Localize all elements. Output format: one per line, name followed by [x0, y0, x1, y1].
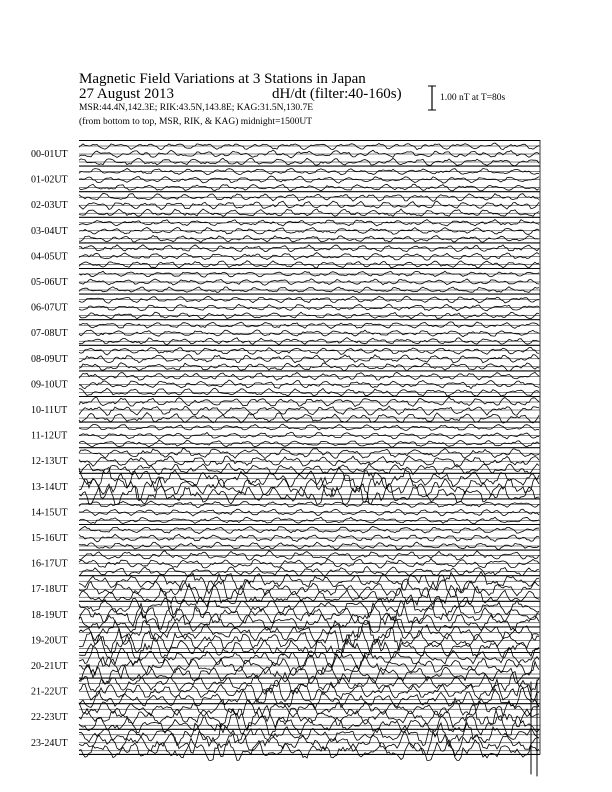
hour-row-01-02UT — [31, 166, 540, 192]
row-label: 08-09UT — [31, 353, 68, 365]
row-label: 14-15UT — [31, 507, 68, 519]
row-label: 18-19UT — [31, 609, 68, 621]
row-label: 10-11UT — [31, 405, 68, 416]
row-label: 00-01UT — [31, 149, 68, 160]
hour-row-02-03UT — [31, 191, 540, 217]
hour-row-08-09UT — [31, 345, 540, 372]
row-label: 23-24UT — [31, 737, 68, 749]
trace-rik — [79, 679, 539, 702]
row-label: 11-12UT — [31, 430, 68, 442]
trace-msr — [79, 209, 539, 216]
row-label: 02-03UT — [31, 200, 68, 212]
row-label: 16-17UT — [31, 558, 68, 570]
hour-row-10-11UT — [31, 396, 540, 423]
trace-kag — [79, 672, 539, 695]
order-note: (from bottom to top, MSR, RIK, & KAG) midnight=1500UT — [79, 117, 313, 127]
hour-row-14-15UT — [31, 498, 540, 524]
row-label: 17-18UT — [31, 584, 68, 596]
hour-row-16-17UT — [31, 550, 540, 577]
hour-row-05-06UT — [31, 268, 540, 294]
row-label: 13-14UT — [31, 481, 68, 493]
trace-msr — [79, 634, 539, 658]
trace-kag — [79, 424, 539, 430]
row-label: 21-22UT — [31, 686, 68, 698]
trace-rik — [79, 627, 539, 654]
row-label: 20-21UT — [31, 661, 68, 672]
row-label: 22-23UT — [31, 712, 68, 724]
trace-kag — [79, 143, 539, 150]
trace-msr — [79, 738, 539, 760]
row-label: 09-10UT — [31, 379, 68, 391]
trace-kag — [79, 347, 539, 355]
row-label: 12-13UT — [31, 456, 68, 468]
hour-row-04-05UT — [31, 242, 540, 268]
chart-title: Magnetic Field Variations at 3 Stations in Japan — [79, 71, 366, 87]
row-label: 19-20UT — [31, 635, 68, 647]
trace-msr — [79, 713, 539, 735]
row-label: 01-02UT — [31, 174, 68, 186]
hour-row-15-16UT — [31, 524, 540, 550]
hour-row-07-08UT — [31, 319, 540, 345]
row-label: 06-07UT — [31, 302, 68, 314]
trace-msr — [79, 688, 539, 709]
hour-row-09-10UT — [31, 370, 540, 396]
hour-row-06-07UT — [31, 294, 540, 320]
date-label: 27 August 2013 — [79, 86, 175, 102]
row-label: 07-08UT — [31, 328, 68, 340]
hour-row-11-12UT — [31, 422, 540, 448]
hour-row-12-13UT — [31, 447, 540, 474]
row-label: 15-16UT — [31, 533, 68, 544]
row-label: 05-06UT — [31, 277, 68, 288]
quantity-label: dH/dt (filter:40-160s) — [272, 86, 402, 102]
row-label: 03-04UT — [31, 225, 68, 237]
trace-rik — [79, 456, 539, 467]
trace-msr — [79, 261, 539, 268]
trace-msr — [79, 287, 539, 293]
scale-bar — [428, 86, 436, 110]
hour-row-00-01UT — [31, 140, 540, 166]
scale-bar-label: 1.00 nT at T=80s — [440, 93, 506, 103]
stations-label: MSR:44.4N,142.3E; RIK:43.5N,143.8E; KAG:31.5N,130.7E — [79, 103, 314, 113]
row-label: 04-05UT — [31, 251, 68, 263]
hour-row-03-04UT — [31, 217, 540, 243]
